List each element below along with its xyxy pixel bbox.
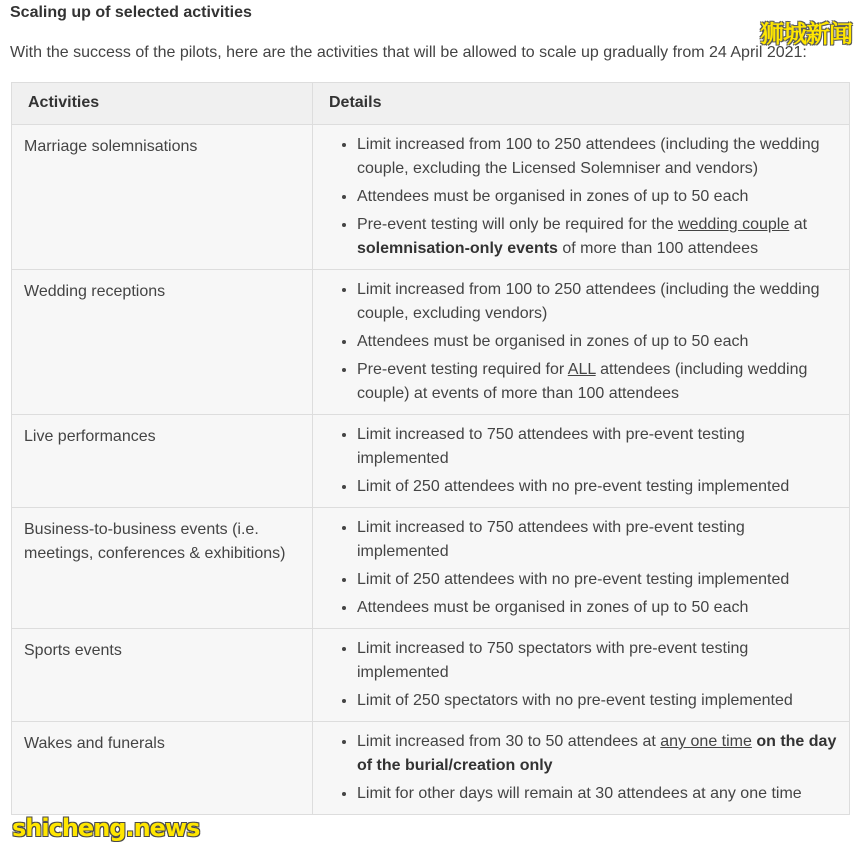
table-header-row bbox=[12, 83, 850, 125]
details-list bbox=[333, 133, 837, 261]
details-cell bbox=[313, 629, 850, 722]
table-row bbox=[12, 270, 850, 415]
detail-item: • Limit of 250 attendees with no pre-event testing implemented bbox=[357, 568, 837, 592]
details-cell bbox=[313, 415, 850, 508]
activity-cell: Sports events bbox=[12, 629, 313, 722]
table-row bbox=[12, 629, 850, 722]
detail-item: • Attendees must be organised in zones of up to 50 each bbox=[357, 185, 837, 209]
activity-cell: Wedding receptions bbox=[12, 270, 313, 415]
activity-cell: Wakes and funerals bbox=[12, 722, 313, 815]
detail-bold-text: solemnisation-only events bbox=[357, 240, 558, 257]
details-list bbox=[333, 278, 837, 406]
watermark-logo-cn: 狮城新闻 bbox=[760, 20, 852, 48]
detail-bold-text: on the day of the burial/creation only bbox=[357, 733, 837, 774]
detail-item bbox=[357, 358, 837, 406]
table-row bbox=[12, 125, 850, 270]
details-cell bbox=[313, 722, 850, 815]
detail-item: • Limit of 250 attendees with no pre-event testing implemented bbox=[357, 475, 837, 499]
detail-item bbox=[357, 730, 837, 778]
detail-underline-text: any one time bbox=[660, 733, 752, 750]
detail-item: • Limit increased to 750 attendees with pre-event testing implemented bbox=[357, 516, 837, 564]
detail-underline-text: ALL bbox=[567, 361, 596, 378]
detail-text: Pre-event testing will only be required for the bbox=[357, 216, 679, 233]
detail-item: • Attendees must be organised in zones of up to 50 each bbox=[357, 596, 837, 620]
detail-text: Pre-event testing required for bbox=[357, 361, 568, 378]
table-row bbox=[12, 722, 850, 815]
table-row bbox=[12, 415, 850, 508]
table-row bbox=[12, 508, 850, 629]
detail-text: Limit increased from 30 to 50 attendees at bbox=[357, 733, 661, 750]
details-cell bbox=[313, 125, 850, 270]
detail-item bbox=[357, 213, 837, 261]
details-list bbox=[333, 730, 837, 806]
detail-item: • Attendees must be organised in zones of up to 50 each bbox=[357, 330, 837, 354]
activity-cell: Business-to-business events (i.e. meetings, conferences & exhibitions) bbox=[12, 508, 313, 629]
details-cell bbox=[313, 508, 850, 629]
details-list bbox=[333, 516, 837, 620]
detail-item: • Limit increased to 750 attendees with pre-event testing implemented bbox=[357, 423, 837, 471]
activity-cell: Marriage solemnisations bbox=[12, 125, 313, 270]
activities-table bbox=[11, 82, 850, 815]
section-heading: Scaling up of selected activities bbox=[10, 4, 252, 21]
detail-text: at bbox=[789, 216, 808, 233]
header-details: Details bbox=[313, 83, 850, 125]
activity-cell: Live performances bbox=[12, 415, 313, 508]
detail-item: • Limit increased to 750 spectators with pre-event testing implemented bbox=[357, 637, 837, 685]
detail-underline-text: wedding couple bbox=[678, 216, 790, 233]
intro-paragraph: With the success of the pilots, here are the activities that will be allowed to scale up gradually from 24 April 2021: bbox=[10, 44, 807, 61]
details-list bbox=[333, 637, 837, 713]
watermark-logo-en: shicheng.news bbox=[12, 814, 200, 842]
details-cell bbox=[313, 270, 850, 415]
detail-text: attendees (including wedding couple) at events of more than 100 attendees bbox=[357, 361, 808, 402]
detail-item: • Limit increased from 100 to 250 attendees (including the wedding couple, excluding the Licensed Solemniser and vendors) bbox=[357, 133, 837, 181]
detail-text: of more than 100 attendees bbox=[557, 240, 759, 257]
header-activities: Activities bbox=[12, 83, 313, 125]
detail-item: • Limit of 250 spectators with no pre-event testing implemented bbox=[357, 689, 837, 713]
detail-item: • Limit increased from 100 to 250 attendees (including the wedding couple, excluding vendors) bbox=[357, 278, 837, 326]
detail-item: • Limit for other days will remain at 30 attendees at any one time bbox=[357, 782, 837, 806]
details-list bbox=[333, 423, 837, 499]
